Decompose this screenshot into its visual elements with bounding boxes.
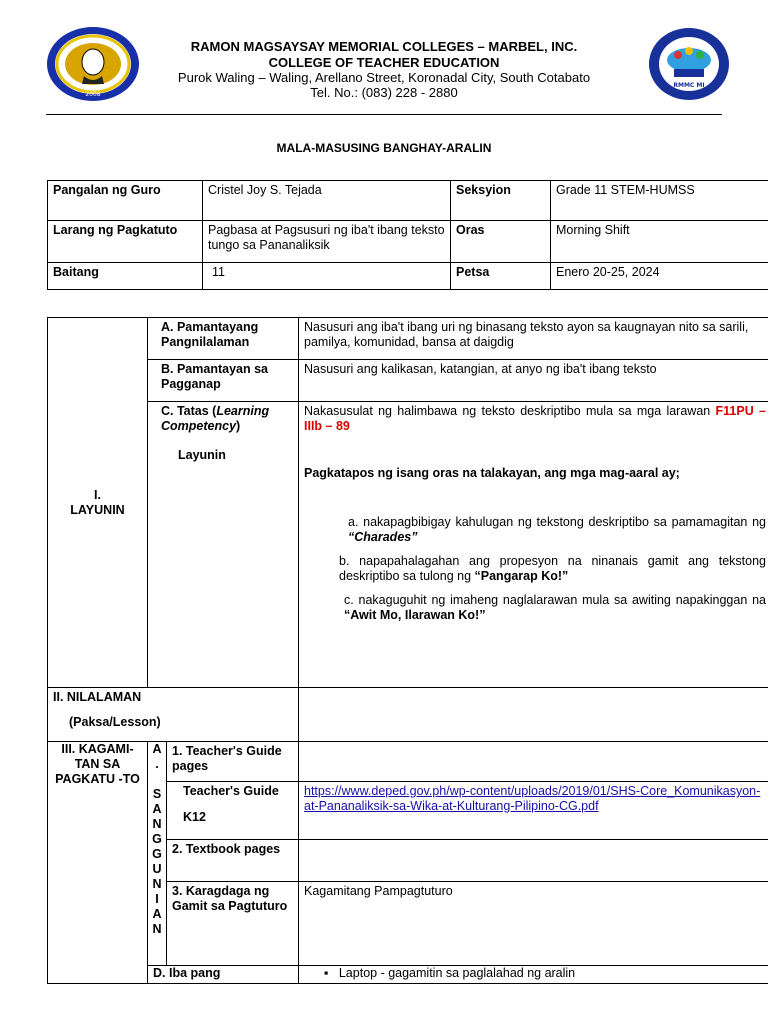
school-telephone: Tel. No.: (083) 228 - 2880: [310, 85, 458, 100]
tatas-label-italic: Learning Competency: [161, 404, 270, 433]
pamantayang-pangnilalaman-text: Nasusuri ang iba't ibang uri ng binasang teksto ayon sa kaugnayan nito sa sarili, pamilya, komunidad, bansa at daigdig: [299, 318, 768, 360]
section-label: Seksyion: [451, 181, 551, 221]
objective-b: b. napapahalagahan ang propesyon na ninanais gamit ang tekstong deskriptibo sa tulong ng “Pangarap Ko!”: [339, 554, 766, 583]
teachers-guide-label-2: Teacher's Guide: [183, 784, 279, 798]
layunin-number: I.: [94, 487, 101, 502]
paksa-label: (Paksa/Lesson): [69, 715, 161, 729]
header-divider: [46, 114, 722, 115]
tatas-label-post: ): [236, 419, 241, 433]
teachers-guide-pages: [299, 742, 768, 782]
iba-pang-value: [299, 966, 768, 984]
sanggunian-letter: G: [152, 847, 162, 861]
sanggunian-letter: G: [152, 832, 162, 846]
teacher-label: Pangalan ng Guro: [48, 181, 203, 221]
pamantayang-pangnilalaman-label: A. Pamantayang Pangnilalaman: [148, 318, 299, 360]
iba-pang-label: D. Iba pang: [148, 966, 299, 984]
svg-text:RMMC MI: RMMC MI: [673, 82, 705, 89]
competency-code: F11PU – IIIb – 89: [304, 404, 766, 433]
document-title: MALA-MASUSING BANGHAY-ARALIN: [276, 141, 492, 155]
time-label: Oras: [451, 221, 551, 263]
k12-label: K12: [183, 810, 206, 824]
layunin-heading: LAYUNIN: [70, 502, 125, 517]
grade-value: 11: [203, 263, 451, 290]
teachers-guide-link[interactable]: https://www.deped.gov.ph/wp-content/uploads/2019/01/SHS-Core_Komunikasyon-at-Pananaliksik-sa-Wika-at-Kulturang-Pilipino-CG.pdf: [304, 784, 761, 813]
nilalaman-heading: II. NILALAMAN: [53, 690, 142, 704]
objective-a: a. nakapagbibigay kahulugan ng tekstong deskriptibo sa pamamagitan ng “Charades”: [348, 515, 766, 544]
sanggunian-letter: A: [152, 907, 162, 921]
pamantayan-sa-pagganap-label: B. Pamantayan sa Pagganap: [148, 360, 299, 402]
section-value: Grade 11 STEM-HUMSS: [551, 181, 768, 221]
competency-text: Nakasusulat ng halimbawa ng teksto deskriptibo mula sa mga larawan: [304, 404, 716, 418]
bullet-icon: ▪: [324, 966, 329, 980]
layunin-sublabel: Layunin: [178, 448, 226, 462]
teacher-name: Cristel Joy S. Tejada: [203, 181, 451, 221]
tatas-label-pre: C. Tatas (: [161, 404, 217, 418]
subject-value: Pagbasa at Pagsusuri ng iba't ibang teksto tungo sa Pananaliksik: [203, 221, 451, 263]
laptop-item: Laptop - gagamitin sa paglalahad ng aralin: [338, 966, 576, 980]
karagdagang-gamit-value: Kagamitang Pampagtuturo: [299, 882, 768, 966]
subject-label: Larang ng Pagkatuto: [48, 221, 203, 263]
sanggunian-letter: U: [152, 862, 162, 876]
sanggunian-vertical-label: [148, 742, 167, 966]
college-name: COLLEGE OF TEACHER EDUCATION: [268, 55, 500, 70]
sanggunian-letter: N: [152, 922, 162, 936]
sanggunian-letter: A: [152, 742, 162, 756]
sanggunian-letter: [148, 772, 166, 787]
sanggunian-letter: A: [152, 802, 162, 816]
textbook-pages: [299, 840, 768, 882]
teachers-guide-link-cell: [299, 782, 768, 840]
objectives-intro: Pagkatapos ng isang oras na talakayan, ang mga mag-aaral ay;: [304, 466, 680, 480]
teachers-guide-label: 1. Teacher's Guide pages: [167, 742, 299, 782]
sanggunian-letter: .: [155, 757, 159, 771]
objective-c: c. nakaguguhit ng imaheng naglalarawan mula sa awiting napakinggan na “Awit Mo, Ilarawan Ko!”: [344, 593, 766, 622]
tatas-content: [299, 402, 768, 688]
layunin-cell: [48, 318, 148, 688]
svg-text:2008: 2008: [85, 91, 101, 98]
sanggunian-letter: N: [152, 817, 162, 831]
date-value: Enero 20-25, 2024: [551, 263, 768, 290]
sanggunian-letter: S: [152, 787, 162, 801]
tatas-cell: [148, 402, 299, 688]
kagamitan-heading: III. KAGAMI-TAN SA PAGKATU -TO: [48, 742, 148, 984]
nilalaman-cell: [48, 688, 299, 742]
date-label: Petsa: [451, 263, 551, 290]
school-name: RAMON MAGSAYSAY MEMORIAL COLLEGES – MARBEL, INC.: [190, 39, 578, 54]
time-value: Morning Shift: [551, 221, 768, 263]
nilalaman-value: [299, 688, 768, 742]
teachers-guide-k12-cell: [167, 782, 299, 840]
sanggunian-letter: I: [155, 892, 159, 906]
school-address: Purok Waling – Waling, Arellano Street, Koronadal City, South Cotabato: [177, 70, 591, 85]
lesson-plan-table: [47, 317, 768, 984]
info-table: [47, 180, 768, 290]
textbook-label: 2. Textbook pages: [167, 840, 299, 882]
karagdagang-gamit-label: 3. Karagdaga ng Gamit sa Pagtuturo: [167, 882, 299, 966]
grade-label: Baitang: [48, 263, 203, 290]
pamantayan-sa-pagganap-text: Nasusuri ang kalikasan, katangian, at anyo ng iba't ibang teksto: [299, 360, 768, 402]
sanggunian-letter: N: [152, 877, 162, 891]
